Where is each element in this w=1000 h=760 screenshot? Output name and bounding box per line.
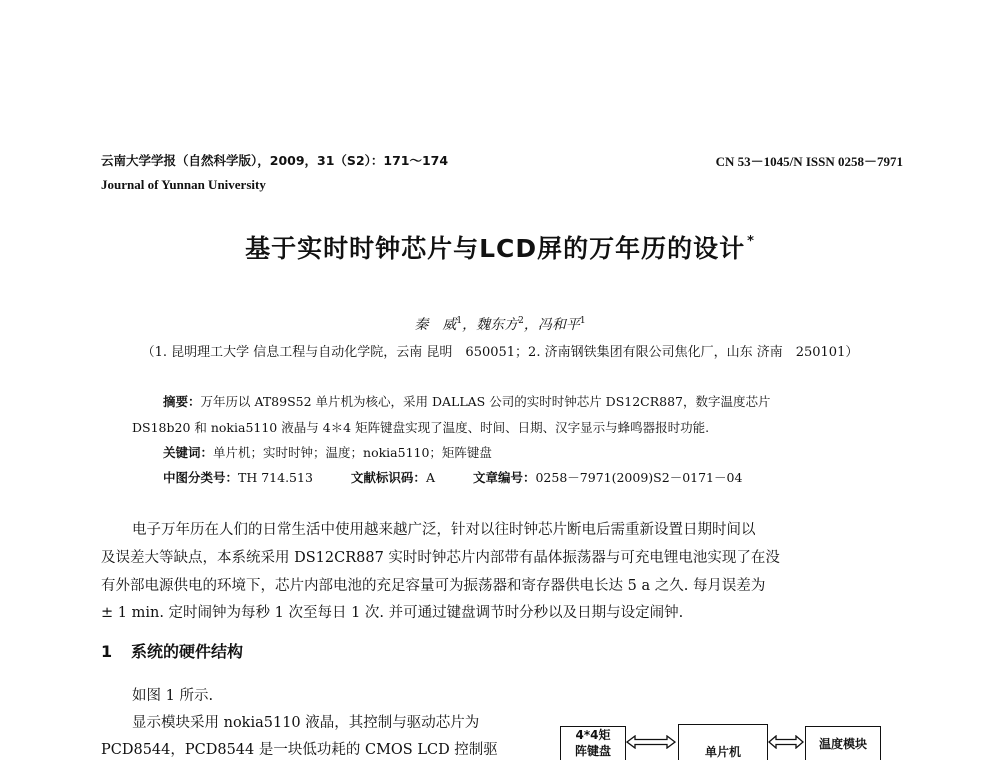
intro-line-3: 有外部电源供电的环境下，芯片内部电池的充足容量可为振荡器和寄存器供电长达 5 a 之久. 每月误差为 xyxy=(101,578,766,594)
author-affil-index: 2 xyxy=(518,316,524,326)
issn-line: CN 53－1045/N ISSN 0258－7971 xyxy=(715,154,903,169)
clc-value: TH 714.513 xyxy=(238,470,313,485)
author-name: 冯和平 xyxy=(537,317,580,333)
section-heading xyxy=(101,639,243,662)
author-affil-index: 1 xyxy=(579,316,586,326)
author-name: 秦 威 xyxy=(414,317,457,333)
keywords-text: 单片机；实时时钟；温度；nokia5110；矩阵键盘 xyxy=(213,445,492,460)
section-title: 系统的硬件结构 xyxy=(131,642,244,661)
section-line-3: PCD8544，PCD8544 是一块低功耗的 CMOS LCD 控制驱 xyxy=(101,742,498,758)
section-number: 1 xyxy=(101,642,113,661)
abstract-text-1: 万年历以 AT89S52 单片机为核心，采用 DALLAS 公司的实时时钟芯片 DS12CR887，数字温度芯片 xyxy=(200,394,771,409)
author-name: 魏东方 xyxy=(476,317,519,333)
keypad-label-line-2: 阵键盘 xyxy=(574,744,611,758)
figure-temperature-block: 温度模块 xyxy=(805,726,881,760)
author-separator: ， xyxy=(462,317,477,333)
affiliation: （1. 昆明理工大学 信息工程与自动化学院，云南 昆明 650051；2. 济南钢铁集团有限公司焦化厂，山东 济南 250101） xyxy=(141,345,859,360)
author-list xyxy=(0,314,1000,334)
keywords-line xyxy=(163,443,492,461)
abstract-line-2: DS18b20 和 nokia5110 液晶与 4＊4 矩阵键盘实现了温度、时间、日期、汉字显示与蜂鸣器报时功能. xyxy=(132,420,710,435)
author-separator: ， xyxy=(523,317,538,333)
intro-line-2: 及误差大等缺点，本系统采用 DS12CR887 实时时钟芯片内部带有晶体振荡器与可充电锂电池实现了在没 xyxy=(101,550,780,566)
paper-title xyxy=(0,229,1000,265)
keypad-label-line-1: 4*4矩 xyxy=(575,728,611,742)
figure-keypad-block xyxy=(560,726,626,760)
doc-code-label: 文献标识码： xyxy=(350,470,426,485)
intro-line-1: 电子万年历在人们的日常生活中使用越来越广泛，针对以往时钟芯片断电后需重新设置日期时间以 xyxy=(132,522,756,538)
double-arrow-icon xyxy=(626,735,676,749)
journal-citation: 云南大学学报（自然科学版），2009，31（S2）：171～174 xyxy=(101,153,449,168)
section-line-1: 如图 1 所示. xyxy=(132,688,214,704)
double-arrow-icon xyxy=(768,735,804,749)
intro-line-4: ± 1 min. 定时闹钟为每秒 1 次至每日 1 次. 并可通过键盘调节时分秒以及日期与设定闹钟. xyxy=(101,605,684,621)
abstract-line-1 xyxy=(163,392,771,410)
journal-name-english: Journal of Yunnan University xyxy=(101,177,266,192)
section-line-2: 显示模块采用 nokia5110 液晶，其控制与驱动芯片为 xyxy=(132,715,480,731)
keywords-label: 关键词： xyxy=(163,445,214,460)
paper-title-text: 基于实时时钟芯片与LCD屏的万年历的设计 xyxy=(245,234,746,263)
clc-label: 中图分类号： xyxy=(163,470,239,485)
author-affil-index: 1 xyxy=(456,316,463,326)
doc-code-value: A xyxy=(425,470,435,485)
article-number-value: 0258－7971(2009)S2－0171－04 xyxy=(535,470,743,485)
article-number-label: 文章编号： xyxy=(472,470,536,485)
title-footnote-mark: * xyxy=(747,234,755,249)
classification-line xyxy=(163,468,742,486)
figure-mcu-block: 单片机 xyxy=(678,724,768,760)
abstract-label: 摘要： xyxy=(163,394,201,409)
